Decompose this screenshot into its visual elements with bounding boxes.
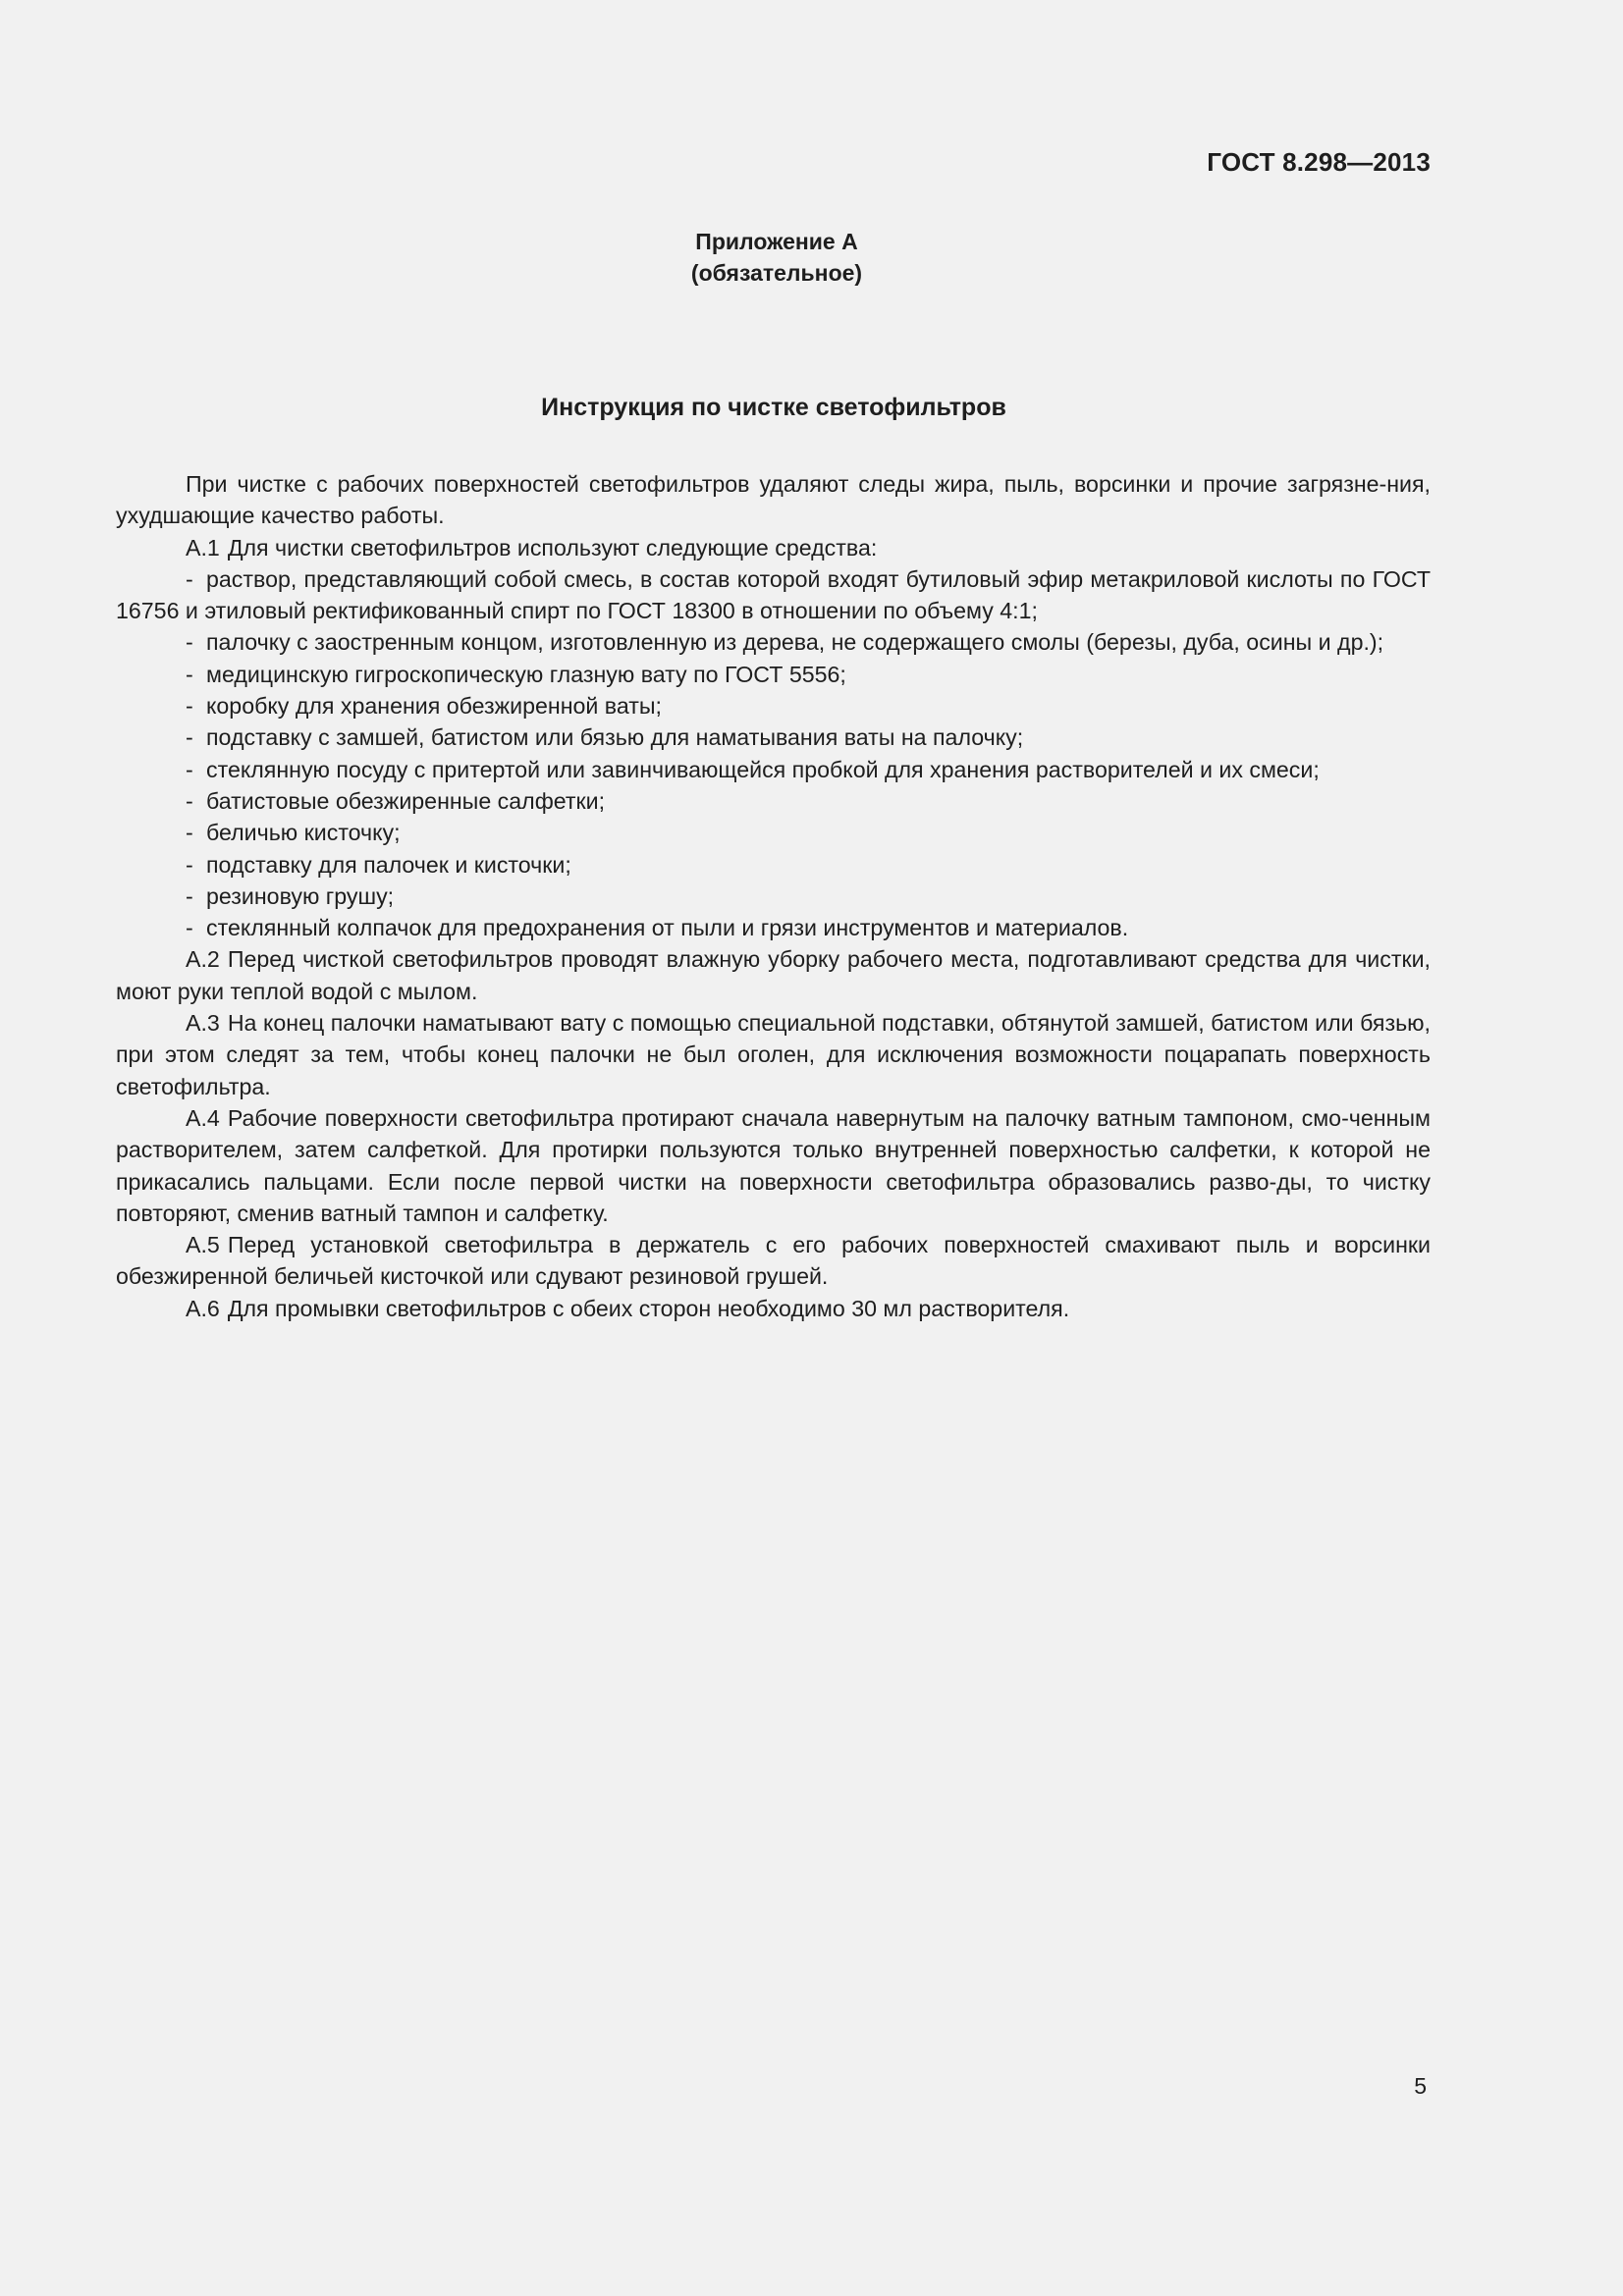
appendix-heading xyxy=(0,226,1553,289)
list-item-text: стеклянный колпачок для предохранения от пыли и грязи инструментов и материалов. xyxy=(206,915,1129,941)
clause-a5 xyxy=(116,1229,1431,1293)
list-item-text: раствор, представляющий собой смесь, в состав которой входят бутиловый эфир метакриловой кислоты по ГОСТ 16756 и этиловый ректификованный спирт по ГОСТ 18300 в отношении по объему 4:1; xyxy=(116,565,1431,624)
clause-text: Для чистки светофильтров используют следующие средства: xyxy=(227,534,878,561)
list-marker: - xyxy=(186,915,193,941)
document-code: ГОСТ 8.298—2013 xyxy=(1207,147,1431,177)
list-item xyxy=(116,785,1431,817)
page-number: 5 xyxy=(1414,2073,1427,2099)
list-marker: - xyxy=(186,724,193,751)
clause-number: А.5 xyxy=(186,1232,220,1258)
list-item-text: подставку с замшей, батистом или бязью для наматывания ваты на палочку; xyxy=(206,724,1024,751)
clause-number: А.1 xyxy=(186,534,220,561)
list-item xyxy=(116,817,1431,848)
list-item xyxy=(116,849,1431,881)
list-item xyxy=(116,563,1431,627)
clause-number: А.3 xyxy=(186,1010,220,1037)
list-marker: - xyxy=(186,661,193,687)
list-item xyxy=(116,626,1431,658)
list-item-text: коробку для хранения обезжиренной ваты; xyxy=(206,693,662,720)
clause-a1 xyxy=(116,532,1431,563)
clause-text: Перед чисткой светофильтров проводят влажную уборку рабочего места, подготавливают средства для чистки, моют руки теплой водой с мылом. xyxy=(116,946,1431,1004)
list-marker: - xyxy=(186,820,193,846)
list-item xyxy=(116,690,1431,721)
list-marker: - xyxy=(186,693,193,720)
clause-number: А.2 xyxy=(186,946,220,973)
clause-a3 xyxy=(116,1007,1431,1102)
clause-a4 xyxy=(116,1102,1431,1229)
clause-text: На конец палочки наматывают вату с помощью специальной подставки, обтянутой замшей, батистом или бязью, при этом следят за тем, чтобы конец палочки не был оголен, для исключения возможности поцарапать поверхность светофильтра. xyxy=(116,1010,1431,1099)
list-marker: - xyxy=(186,787,193,814)
list-item xyxy=(116,881,1431,912)
appendix-title: Приложение А xyxy=(695,229,858,254)
list-item-text: резиновую грушу; xyxy=(206,882,395,909)
document-body xyxy=(116,468,1431,1324)
clause-text: Перед установкой светофильтра в держатель с его рабочих поверхностей смахивают пыль и ворсинки обезжиренной беличьей кисточкой или сдувают резиновой грушей. xyxy=(116,1232,1431,1290)
intro-paragraph: При чистке с рабочих поверхностей светофильтров удаляют следы жира, пыль, ворсинки и прочие загрязне-ния, ухудшающие качество работы. xyxy=(116,471,1431,529)
clause-text: Рабочие поверхности светофильтра протирают сначала навернутым на палочку ватным тампоном, смо-ченным растворителем, затем салфеткой. Для протирки пользуются только внутренней поверхностью салфетки, к которой не прикасались пальцами. Если после первой чистки на поверхности светофильтра образовались разво-ды, то чистку повторяют, сменив ватный тампон и салфетку. xyxy=(116,1104,1431,1226)
clause-number: А.4 xyxy=(186,1104,220,1131)
list-marker: - xyxy=(186,882,193,909)
equipment-list xyxy=(116,563,1431,944)
list-item-text: медицинскую гигроскопическую глазную вату по ГОСТ 5556; xyxy=(206,661,846,687)
list-marker: - xyxy=(186,756,193,782)
list-marker: - xyxy=(186,629,193,656)
list-item-text: стеклянную посуду с притертой или завинчивающейся пробкой для хранения растворителей и их смеси; xyxy=(206,756,1320,782)
list-item-text: подставку для палочек и кисточки; xyxy=(206,851,571,878)
list-item xyxy=(116,912,1431,943)
list-marker: - xyxy=(186,565,193,592)
list-item-text: беличью кисточку; xyxy=(206,820,401,846)
clause-number: А.6 xyxy=(186,1295,220,1321)
section-title: Инструкция по чистке светофильтров xyxy=(541,394,1006,421)
appendix-status: (обязательное) xyxy=(690,260,863,286)
clause-a6 xyxy=(116,1293,1431,1324)
list-item xyxy=(116,721,1431,753)
list-marker: - xyxy=(186,851,193,878)
list-item xyxy=(116,659,1431,690)
list-item-text: батистовые обезжиренные салфетки; xyxy=(206,787,606,814)
list-item-text: палочку с заостренным концом, изготовленную из дерева, не содержащего смолы (березы, дуба, осины и др.); xyxy=(206,629,1384,656)
clause-text: Для промывки светофильтров с обеих сторон необходимо 30 мл растворителя. xyxy=(227,1295,1070,1321)
clause-a2 xyxy=(116,943,1431,1007)
list-item xyxy=(116,754,1431,785)
